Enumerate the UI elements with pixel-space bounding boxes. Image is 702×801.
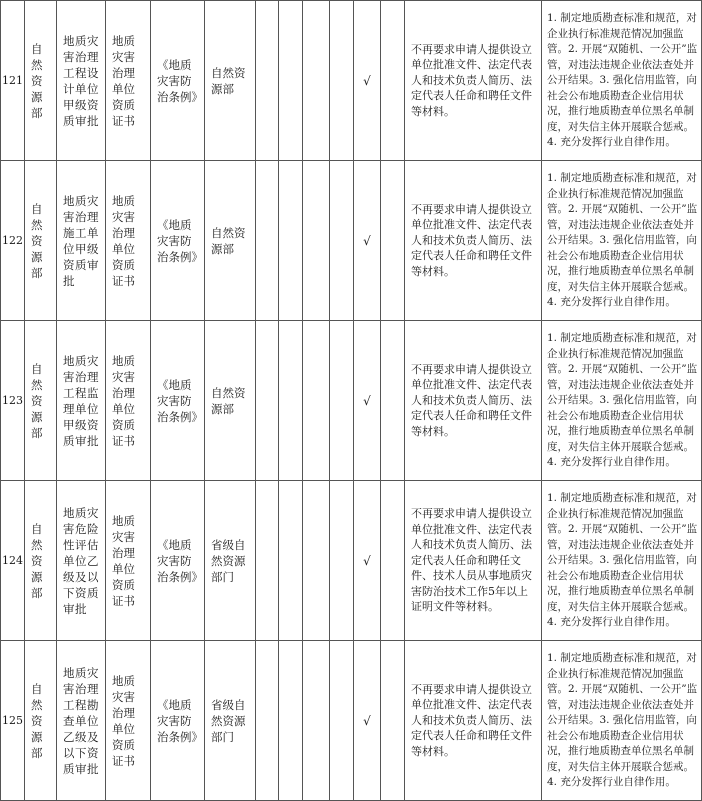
empty-cell [330,161,354,321]
certificate-cell: 地质灾害治理单位资质证书 [106,161,151,321]
empty-cell [279,481,303,641]
empty-cell [256,641,279,801]
item-name-cell: 地质灾害治理工程勘查单位乙级及以下资质审批 [57,641,106,801]
empty-cell [381,321,405,481]
implementing-agency-cell: 省级自然资源部门 [205,641,256,801]
certificate-cell: 地质灾害治理单位资质证书 [106,321,151,481]
reform-content-cell: 不再要求申请人提供设立单位批准文件、法定代表人和技术负责人简历、法定代表人任命和聘任文件等材料。 [405,641,542,801]
empty-cell [381,161,405,321]
empty-cell [381,1,405,161]
department-cell: 自然资源部 [25,641,57,801]
empty-cell [256,321,279,481]
item-name-cell: 地质灾害危险性评估单位乙级及以下资质审批 [57,481,106,641]
empty-cell [330,641,354,801]
empty-cell [381,641,405,801]
empty-cell [279,321,303,481]
department-cell: 自然资源部 [25,1,57,161]
implementing-agency-cell: 省级自然资源部门 [205,481,256,641]
row-number: 125 [1,641,25,801]
item-name-cell: 地质灾害治理工程设计单位甲级资质审批 [57,1,106,161]
empty-cell [303,161,330,321]
reform-content-cell: 不再要求申请人提供设立单位批准文件、法定代表人和技术负责人简历、法定代表人任命和聘任文件、技术人员从事地质灾害防治技术工作5年以上证明文件等材料。 [405,481,542,641]
legal-basis-cell: 《地质灾害防治条例》 [151,321,205,481]
row-number: 123 [1,321,25,481]
empty-cell [279,641,303,801]
empty-cell [330,1,354,161]
empty-cell [279,161,303,321]
empty-cell [279,1,303,161]
table-row [1,161,702,321]
row-number: 124 [1,481,25,641]
checkmark-cell: √ [354,481,381,641]
empty-cell [303,641,330,801]
empty-cell [303,481,330,641]
supervision-measures-cell: 1. 制定地质勘查标准和规范，对企业执行标准规范情况加强监管。2. 开展“双随机、一公开”监管，对违法违规企业依法查处并公开结果。3. 强化信用监管，向社会公布地质勘查企业信用状况，推行地质勘查单位黑名单制度，对失信主体开展联合惩戒。4. 充分发挥行业自律作用。 [542,321,702,481]
item-name-cell: 地质灾害治理施工单位甲级资质审批 [57,161,106,321]
supervision-measures-cell: 1. 制定地质勘查标准和规范，对企业执行标准规范情况加强监管。2. 开展“双随机、一公开”监管，对违法违规企业依法查处并公开结果。3. 强化信用监管，向社会公布地质勘查企业信用状况，推行地质勘查单位黑名单制度，对失信主体开展联合惩戒。4. 充分发挥行业自律作用。 [542,641,702,801]
certificate-cell: 地质灾害治理单位资质证书 [106,641,151,801]
implementing-agency-cell: 自然资源部 [205,1,256,161]
reform-content-cell: 不再要求申请人提供设立单位批准文件、法定代表人和技术负责人简历、法定代表人任命和聘任文件等材料。 [405,321,542,481]
table-row [1,481,702,641]
legal-basis-cell: 《地质灾害防治条例》 [151,1,205,161]
item-name-cell: 地质灾害治理工程监理单位甲级资质审批 [57,321,106,481]
department-cell: 自然资源部 [25,161,57,321]
row-number: 121 [1,1,25,161]
empty-cell [256,481,279,641]
table-row [1,321,702,481]
checkmark-cell: √ [354,1,381,161]
table-row [1,641,702,801]
reform-content-cell: 不再要求申请人提供设立单位批准文件、法定代表人和技术负责人简历、法定代表人任命和聘任文件等材料。 [405,161,542,321]
checkmark-cell: √ [354,321,381,481]
implementing-agency-cell: 自然资源部 [205,161,256,321]
legal-basis-cell: 《地质灾害防治条例》 [151,161,205,321]
table-row [1,1,702,161]
implementing-agency-cell: 自然资源部 [205,321,256,481]
department-cell: 自然资源部 [25,481,57,641]
row-number: 122 [1,161,25,321]
empty-cell [256,1,279,161]
empty-cell [330,321,354,481]
empty-cell [330,481,354,641]
certificate-cell: 地质灾害治理单位资质证书 [106,481,151,641]
supervision-measures-cell: 1. 制定地质勘查标准和规范，对企业执行标准规范情况加强监管。2. 开展“双随机、一公开”监管，对违法违规企业依法查处并公开结果。3. 强化信用监管，向社会公布地质勘查企业信用状况，推行地质勘查单位黑名单制度，对失信主体开展联合惩戒。4. 充分发挥行业自律作用。 [542,481,702,641]
checkmark-cell: √ [354,641,381,801]
reform-content-cell: 不再要求申请人提供设立单位批准文件、法定代表人和技术负责人简历、法定代表人任命和聘任文件等材料。 [405,1,542,161]
legal-basis-cell: 《地质灾害防治条例》 [151,481,205,641]
empty-cell [381,481,405,641]
department-cell: 自然资源部 [25,321,57,481]
empty-cell [256,161,279,321]
checkmark-cell: √ [354,161,381,321]
supervision-measures-cell: 1. 制定地质勘查标准和规范，对企业执行标准规范情况加强监管。2. 开展“双随机、一公开”监管，对违法违规企业依法查处并公开结果。3. 强化信用监管，向社会公布地质勘查企业信用状况，推行地质勘查单位黑名单制度，对失信主体开展联合惩戒。4. 充分发挥行业自律作用。 [542,161,702,321]
empty-cell [303,321,330,481]
certificate-cell: 地质灾害治理单位资质证书 [106,1,151,161]
legal-basis-cell: 《地质灾害防治条例》 [151,641,205,801]
empty-cell [303,1,330,161]
supervision-measures-cell: 1. 制定地质勘查标准和规范，对企业执行标准规范情况加强监管。2. 开展“双随机、一公开”监管，对违法违规企业依法查处并公开结果。3. 强化信用监管，向社会公布地质勘查企业信用状况，推行地质勘查单位黑名单制度，对失信主体开展联合惩戒。4. 充分发挥行业自律作用。 [542,1,702,161]
